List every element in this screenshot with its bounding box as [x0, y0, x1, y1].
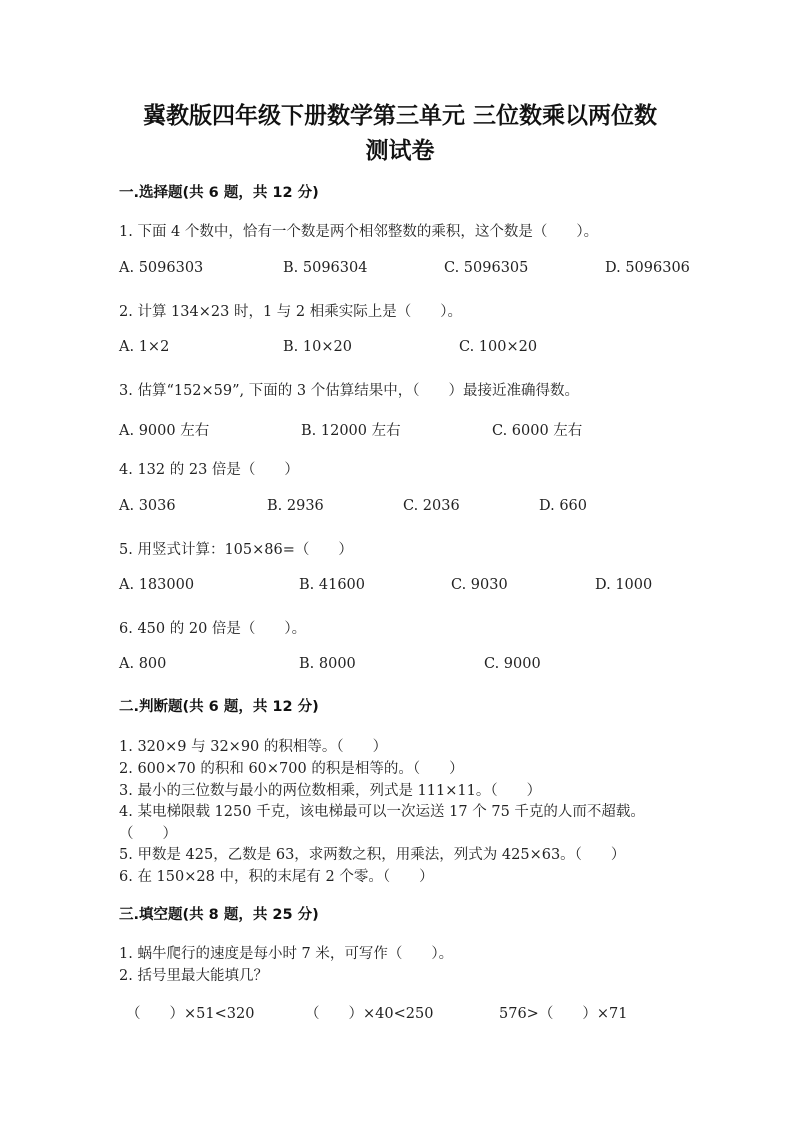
option-d: D. 5096306 — [605, 260, 690, 276]
page-title-line-1: 冀教版四年级下册数学第三单元 三位数乘以两位数 — [142, 103, 657, 129]
fill-blank-expression: （ ）×51<320 — [126, 1006, 255, 1022]
option-c: C. 9030 — [451, 577, 508, 593]
fill-blank-item: 1. 蜗牛爬行的速度是每小时 7 米，可写作（ ）。 — [119, 946, 454, 962]
question-text: 1. 下面 4 个数中，恰有一个数是两个相邻整数的乘积，这个数是（ ）。 — [119, 224, 599, 240]
fill-blank-item: 2. 括号里最大能填几？ — [119, 968, 268, 984]
section-heading-fill-blank: 三.填空题(共 8 题，共 25 分) — [119, 907, 319, 923]
option-a: A. 1×2 — [119, 339, 170, 355]
judgement-item: 6. 在 150×28 中，积的末尾有 2 个零。（ ） — [119, 869, 434, 885]
question-text: 6. 450 的 20 倍是（ ）。 — [119, 621, 307, 637]
option-a: A. 800 — [119, 656, 167, 672]
option-a: A. 3036 — [119, 498, 176, 514]
option-c: C. 6000 左右 — [492, 423, 583, 439]
question-text: 4. 132 的 23 倍是（ ） — [119, 462, 299, 478]
fill-blank-expression: （ ）×40<250 — [305, 1006, 434, 1022]
option-b: B. 12000 左右 — [301, 423, 401, 439]
option-c: C. 100×20 — [459, 339, 538, 355]
section-heading-choice: 一.选择题(共 6 题，共 12 分) — [119, 185, 319, 201]
page-title-line-2: 测试卷 — [365, 138, 435, 164]
option-b: B. 2936 — [267, 498, 324, 514]
judgement-item-continuation: （ ） — [119, 826, 177, 842]
judgement-item: 2. 600×70 的积和 60×700 的积是相等的。（ ） — [119, 761, 464, 777]
section-heading-judgement: 二.判断题(共 6 题，共 12 分) — [119, 699, 319, 715]
option-a: A. 183000 — [119, 577, 195, 593]
option-b: B. 41600 — [299, 577, 366, 593]
judgement-item: 5. 甲数是 425，乙数是 63，求两数之积，用乘法，列式为 425×63。（ ） — [119, 847, 626, 863]
option-d: D. 1000 — [595, 577, 653, 593]
option-b: B. 5096304 — [283, 260, 368, 276]
fill-blank-expression: 576>（ ）×71 — [499, 1006, 628, 1022]
option-a: A. 5096303 — [119, 260, 204, 276]
question-text: 3. 估算“152×59”, 下面的 3 个估算结果中，（ ）最接近准确得数。 — [119, 383, 579, 399]
option-b: B. 8000 — [299, 656, 356, 672]
option-c: C. 5096305 — [444, 260, 529, 276]
judgement-item: 1. 320×9 与 32×90 的积相等。（ ） — [119, 739, 388, 755]
question-text: 2. 计算 134×23 时，1 与 2 相乘实际上是（ ）。 — [119, 304, 462, 320]
option-a: A. 9000 左右 — [119, 423, 210, 439]
option-c: C. 2036 — [403, 498, 460, 514]
question-text: 5. 用竖式计算：105×86=（ ） — [119, 542, 353, 558]
option-b: B. 10×20 — [283, 339, 352, 355]
option-c: C. 9000 — [484, 656, 541, 672]
judgement-item: 3. 最小的三位数与最小的两位数相乘，列式是 111×11。（ ） — [119, 783, 542, 799]
judgement-item: 4. 某电梯限载 1250 千克，该电梯最可以一次运送 17 个 75 千克的人而不超载。 — [119, 804, 645, 820]
option-d: D. 660 — [539, 498, 588, 514]
